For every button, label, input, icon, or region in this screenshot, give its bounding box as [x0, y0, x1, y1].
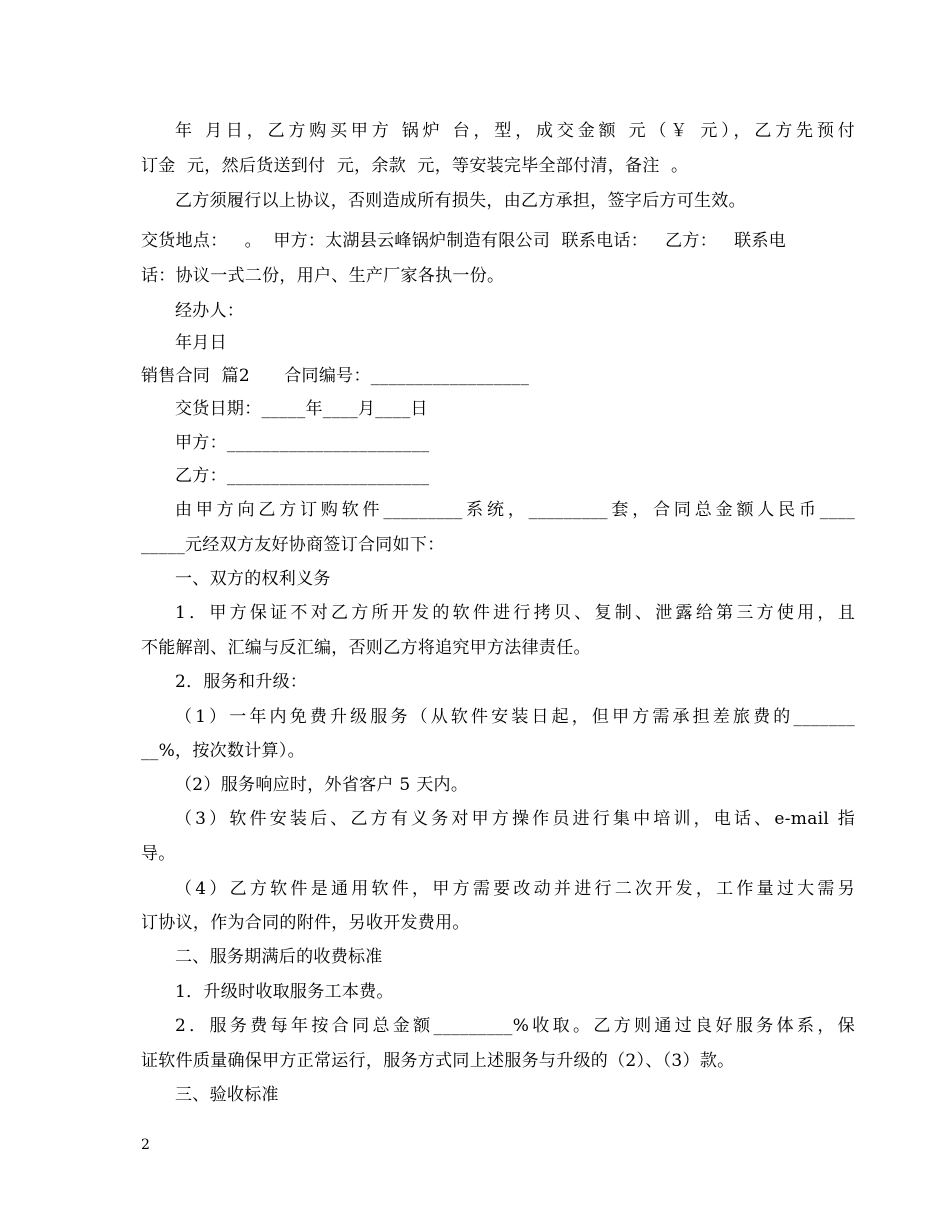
text-line: 2．服务和升级：: [175, 672, 308, 692]
text-line: （4）乙方软件是通用软件，甲方需要改动并进行二次开发，工作量过大需另: [175, 879, 855, 899]
text-line: 话：协议一式二份，用户、生产厂家各执一份。: [141, 266, 505, 286]
text-line: 2．服务费每年按合同总金额_________%收取。乙方则通过良好服务体系，保: [175, 1016, 855, 1036]
text-line: 不能解剖、汇编与反汇编，否则乙方将追究甲方法律责任。: [141, 638, 591, 658]
text-line: 乙方：_______________________: [175, 466, 430, 486]
text-line: __%，按次数计算）。: [141, 741, 305, 761]
text-line: 证软件质量确保甲方正常运行，服务方式同上述服务与升级的（2）、（3）款。: [141, 1051, 735, 1071]
text-line: （3）软件安装后、乙方有义务对甲方操作员进行集中培训，电话、e-mail 指: [175, 809, 855, 829]
text-line: （2）服务响应时，外省客户 5 天内。: [175, 775, 469, 795]
text-line: 二、服务期满后的收费标准: [175, 947, 383, 967]
text-line: 订协议，作为合同的附件，另收开发费用。: [141, 913, 470, 933]
text-line: 导。: [141, 844, 176, 864]
text-line: （1）一年内免费升级服务（从软件安装日起，但甲方需承担差旅费的_______: [175, 707, 855, 727]
text-line: 订金 元，然后货送到付 元，余款 元，等安装完毕全部付清，备注 。: [141, 156, 689, 176]
text-line: 交货日期：_____年____月____日: [175, 399, 428, 419]
section-heading: 销售合同 篇2 合同编号：__________________: [141, 366, 530, 386]
text-line: 交货地点： 。 甲方：太湖县云峰锅炉制造有限公司 联系电话： 乙方： 联系电: [141, 231, 787, 251]
text-line: 年月日: [175, 333, 227, 353]
text-line: 由甲方向乙方订购软件_________系统，_________套，合同总金额人民币____: [175, 500, 855, 520]
text-line: 三、验收标准: [175, 1085, 279, 1105]
text-line: _____元经双方友好协商签订合同如下：: [141, 535, 445, 555]
text-line: 甲方：_______________________: [175, 433, 430, 453]
text-line: 1．升级时收取服务工本费。: [175, 982, 394, 1002]
text-line: 经办人：: [175, 301, 245, 321]
text-line: 乙方须履行以上协议，否则造成所有损失，由乙方承担，签字后方可生效。: [175, 191, 746, 211]
text-line: 一、双方的权利义务: [175, 569, 331, 589]
text-line: 年 月日，乙方购买甲方 锅炉 台，型，成交金额 元（￥ 元），乙方先预付: [175, 121, 855, 141]
page-number: 2: [141, 1137, 150, 1153]
text-line: 1．甲方保证不对乙方所开发的软件进行拷贝、复制、泄露给第三方使用，且: [175, 603, 855, 623]
